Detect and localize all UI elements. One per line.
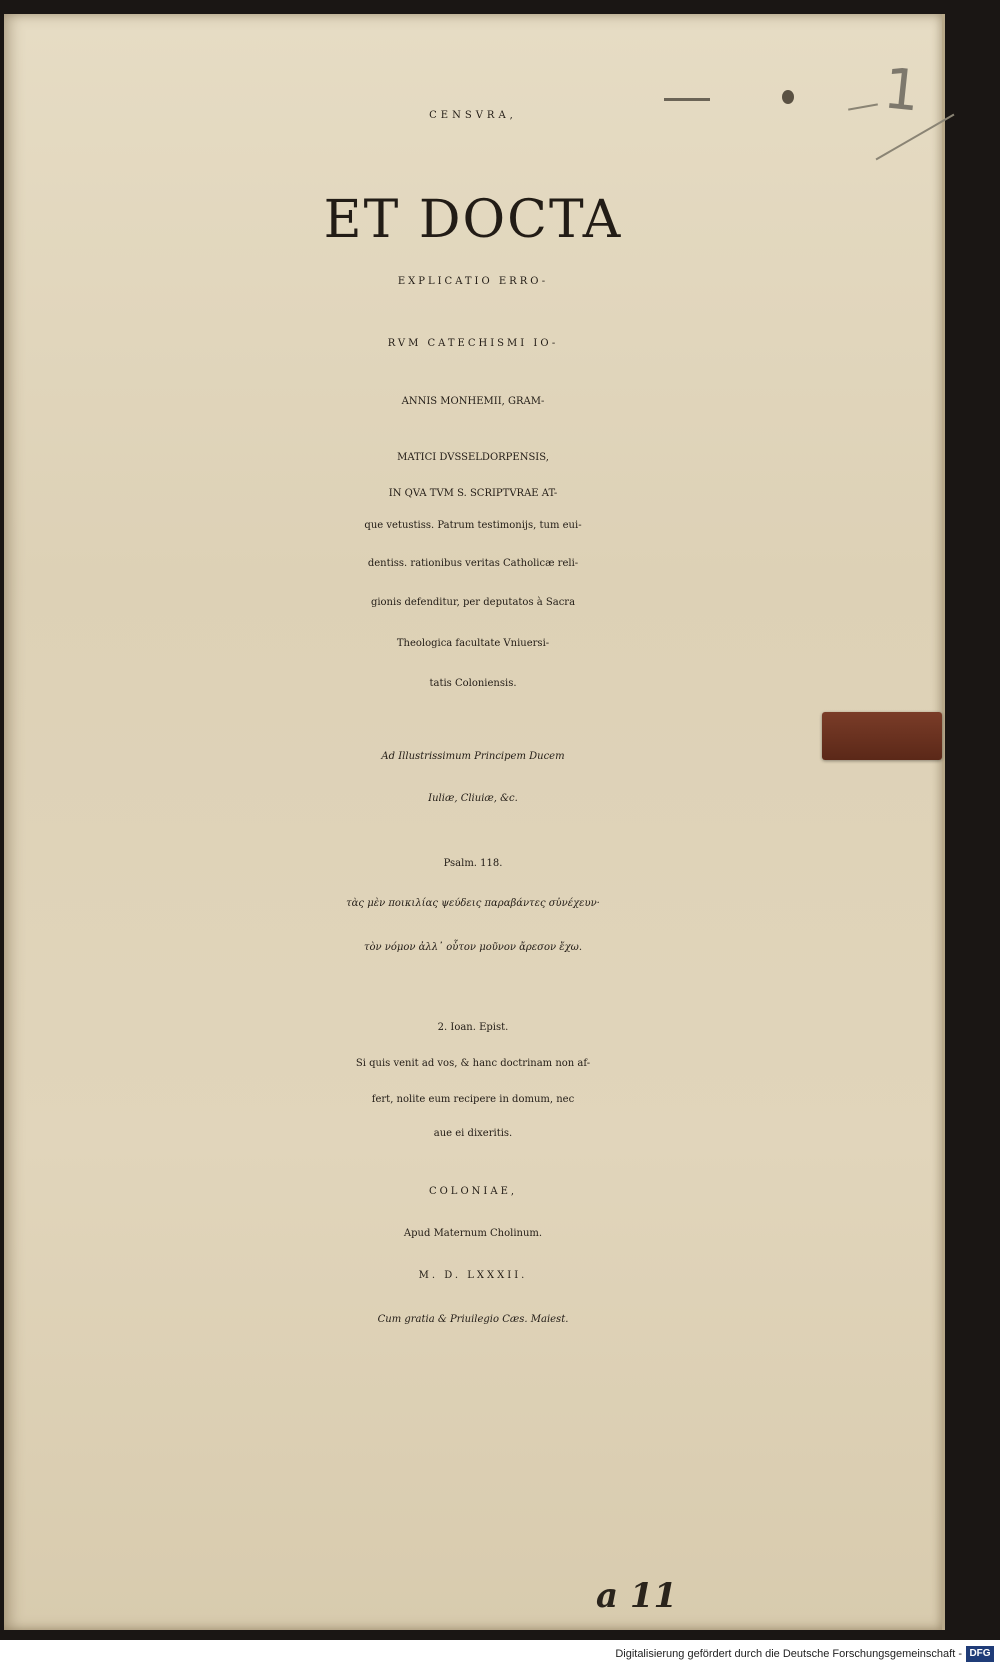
greek-verse-line-1: τὰς μὲν ποικιλίας ψεύδεις παραβάντες σὐνέχευν·: [346, 898, 600, 909]
title-line-7: IN QVA TVM S. SCRIPTVRAE AT-: [388, 488, 558, 499]
title-line-1: CENSVRA,: [429, 110, 517, 121]
dedication-line-1: Ad Illustrissimum Principem Ducem: [381, 751, 565, 762]
imprint-publisher: Apud Maternum Cholinum.: [403, 1228, 543, 1239]
body-line-2: dentiss. rationibus veritas Catholicæ reli-: [367, 558, 579, 569]
funding-credit: Digitalisierung gefördert durch die Deutsche Forschungsgemeinschaft -: [615, 1648, 962, 1660]
folio-number: 1: [880, 56, 923, 125]
ink-spot: [782, 90, 794, 104]
quote-line-1: Si quis venit ad vos, & hanc doctrinam non af-: [355, 1058, 591, 1069]
title-line-5: ANNIS MONHEMII, GRAM-: [401, 396, 545, 407]
ink-dash: [664, 98, 710, 101]
body-line-3: gionis defenditur, per deputatos à Sacra: [370, 597, 576, 608]
quote-line-2: fert, nolite eum recipere in domum, nec: [371, 1094, 575, 1105]
footer-bar: [0, 1640, 1000, 1671]
dfg-logo: DFG: [966, 1646, 994, 1662]
body-line-5: tatis Coloniensis.: [429, 678, 517, 689]
shelf-mark: a 11: [596, 1576, 678, 1616]
title-line-3: EXPLICATIO ERRO-: [397, 276, 549, 287]
body-line-4: Theologica facultate Vniuersi-: [396, 638, 550, 649]
greek-verse-line-2: τὸν νόμον ἀλλ᾽ οὗτον μοῦνον ἄρεσον ἔχω.: [363, 942, 583, 953]
title-line-6: MATICI DVSSELDORPENSIS,: [397, 452, 549, 463]
quote-line-3: aue ei dixeritis.: [433, 1128, 513, 1139]
bookmark-ribbon: [822, 712, 942, 760]
title-page: [4, 14, 945, 1630]
dedication-line-2: Iuliæ, Cliuiæ, &c.: [428, 793, 518, 804]
title-line-4: RVM CATECHISMI IO-: [387, 338, 559, 349]
privilege-line: Cum gratia & Priuilegio Cæs. Maiest.: [377, 1314, 569, 1325]
body-line-1: que vetustiss. Patrum testimonijs, tum eui-: [364, 520, 582, 531]
title-line-2: ET DOCTA: [323, 190, 623, 250]
imprint-year: M. D. LXXXII.: [418, 1270, 528, 1281]
imprint-city: COLONIAE,: [428, 1186, 518, 1197]
epistle-reference: 2. Ioan. Epist.: [437, 1022, 509, 1033]
psalm-reference: Psalm. 118.: [443, 858, 503, 869]
